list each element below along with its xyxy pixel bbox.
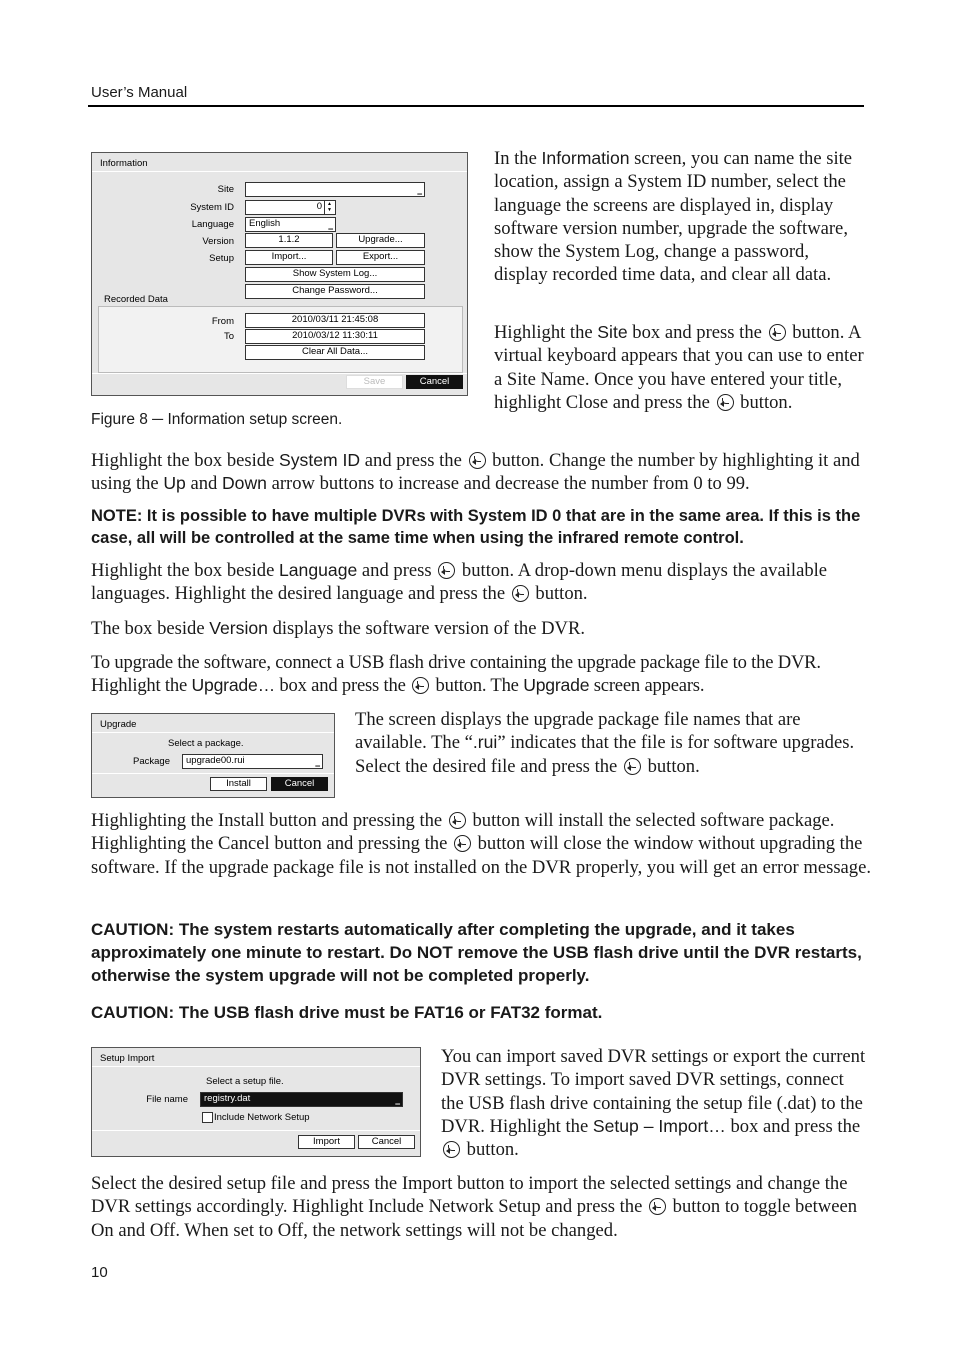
- para-system-id: Highlight the box beside System ID and press the button. Change the number by highlighting it and using the Up and Down arrow buttons to increase and decrease the number from 0 to 99.: [91, 450, 860, 495]
- system-id-value: 0: [316, 201, 322, 212]
- show-system-log-button[interactable]: Show System Log...: [245, 267, 425, 282]
- information-screen: [91, 152, 468, 396]
- system-id-field[interactable]: [245, 200, 336, 215]
- version-value: 1.1.2: [245, 233, 333, 248]
- para-install: Highlighting the Install button and pressing the button will install the selected software package. Highlighting the Cancel button and pressing the button will close the window without upgrading the software. If the upgrade package file is not installed on the DVR properly, you will get an error message.: [91, 810, 872, 878]
- enter-button-icon: [438, 562, 455, 579]
- enter-button-icon: [717, 394, 734, 411]
- file-name-dropdown[interactable]: [200, 1092, 403, 1107]
- save-button[interactable]: Save: [346, 375, 403, 389]
- cancel-button[interactable]: Cancel: [406, 375, 463, 389]
- enter-button-icon: [412, 677, 429, 694]
- dropdown-arrow-icon: ▁: [315, 761, 320, 767]
- upgrade-cancel-button[interactable]: Cancel: [271, 777, 328, 791]
- install-button[interactable]: Install: [210, 777, 267, 791]
- package-dropdown[interactable]: [182, 754, 323, 769]
- recorded-data-label: Recorded Data: [104, 294, 168, 305]
- caution-format: CAUTION: The USB flash drive must be FAT16 or FAT32 format.: [91, 1003, 603, 1022]
- import-cancel-button[interactable]: Cancel: [358, 1135, 415, 1149]
- upgrade-title: Upgrade: [100, 719, 137, 730]
- language-label: Language: [191, 219, 234, 230]
- language-dropdown[interactable]: [245, 217, 336, 232]
- enter-button-icon: [649, 1198, 666, 1215]
- export-button[interactable]: Export...: [336, 250, 425, 265]
- setup-import-prompt: Select a setup file.: [206, 1076, 284, 1087]
- para-language: Highlight the box beside Language and press button. A drop-down menu displays the available languages. Highlight the desired language and press the button.: [91, 560, 828, 605]
- import-confirm-button[interactable]: Import: [298, 1135, 355, 1149]
- clear-all-data-button[interactable]: Clear All Data...: [245, 345, 425, 360]
- para-rui: The screen displays the upgrade package file names that are available. The “.rui” indicates that the file is for software upgrades. Select the desired file and press the button.: [355, 709, 855, 777]
- include-network-label: Include Network Setup: [214, 1112, 310, 1123]
- setup-import-title: Setup Import: [100, 1053, 155, 1064]
- from-value: 2010/03/11 21:45:08: [245, 313, 425, 328]
- figure-caption: Figure 8 ─ Information setup screen.: [91, 411, 343, 428]
- from-label: From: [211, 316, 234, 327]
- file-name-label: File name: [146, 1094, 188, 1105]
- running-header: User’s Manual: [91, 84, 188, 101]
- dropdown-arrow-icon: ▁: [395, 1099, 400, 1105]
- to-value: 2010/03/12 11:30:11: [245, 329, 425, 344]
- enter-button-icon: [469, 452, 486, 469]
- para-upgrade: To upgrade the software, connect a USB flash drive containing the upgrade package file to the DVR. Highlight the Upgrade… box and press the button. The Upgrade screen appears.: [91, 652, 821, 697]
- enter-button-icon: [454, 835, 471, 852]
- version-label: Version: [202, 236, 234, 247]
- site-field[interactable]: ▁: [245, 182, 425, 197]
- enter-button-icon: [512, 585, 529, 602]
- enter-button-icon: [443, 1141, 460, 1158]
- page-number: 10: [91, 1264, 108, 1281]
- to-label: To: [223, 331, 234, 342]
- upgrade-button[interactable]: Upgrade...: [336, 233, 425, 248]
- file-name-value: registry.dat: [204, 1093, 251, 1104]
- package-label: Package: [133, 756, 170, 767]
- para-information: In the Information screen, you can name the site location, assign a System ID number, select the language the screens are displayed in, display software version number, upgrade the software, show the System Log, change a password, display recorded time data, and clear all data.: [494, 148, 853, 286]
- upgrade-screen: [91, 713, 335, 798]
- spinner-arrows-icon[interactable]: ▲ ▼: [324, 201, 334, 214]
- system-id-label: System ID: [190, 202, 234, 213]
- enter-button-icon: [449, 812, 466, 829]
- para-version: The box beside Version displays the software version of the DVR.: [91, 618, 586, 639]
- para-site: Highlight the Site box and press the button. A virtual keyboard appears that you can use to enter a Site Name. Once you have entered your title, highlight Close and press the button.: [494, 322, 864, 413]
- setup-import-screen: [91, 1047, 421, 1157]
- include-network-checkbox[interactable]: [202, 1112, 213, 1123]
- import-button[interactable]: Import...: [245, 250, 333, 265]
- para-setup-import: You can import saved DVR settings or export the current DVR settings. To import saved DVR settings, connect the USB flash drive containing the setup file (.dat) to the DVR. Highlight the Setup – Import… box and press the button.: [441, 1046, 866, 1161]
- setup-label: Setup: [209, 253, 234, 264]
- para-import-file: Select the desired setup file and press the Import button to import the selected settings and change the DVR settings accordingly. Highlight Include Network Setup and press the button to toggle between On and Off. When set to Off, the network settings will not be changed.: [91, 1173, 857, 1241]
- information-title: Information: [100, 158, 148, 169]
- change-password-button[interactable]: Change Password...: [245, 284, 425, 299]
- caution-restart: CAUTION: The system restarts automatically after completing the upgrade, and it takes approximately one minute to restart. Do NOT remove the USB flash drive until the DVR restarts, otherwise the system upgrade will not be completed properly.: [91, 920, 862, 985]
- dropdown-arrow-icon: ▁: [328, 224, 333, 230]
- upgrade-prompt: Select a package.: [168, 738, 244, 749]
- note-system-id: NOTE: It is possible to have multiple DVRs with System ID 0 that are in the same area. If this is the case, all will be controlled at the same time when using the infrared remote control.: [91, 507, 861, 547]
- enter-button-icon: [624, 758, 641, 775]
- site-label: Site: [217, 184, 234, 195]
- language-value: English: [249, 218, 281, 229]
- enter-button-icon: [769, 324, 786, 341]
- package-value: upgrade00.rui: [186, 755, 245, 766]
- header-rule: [88, 105, 864, 107]
